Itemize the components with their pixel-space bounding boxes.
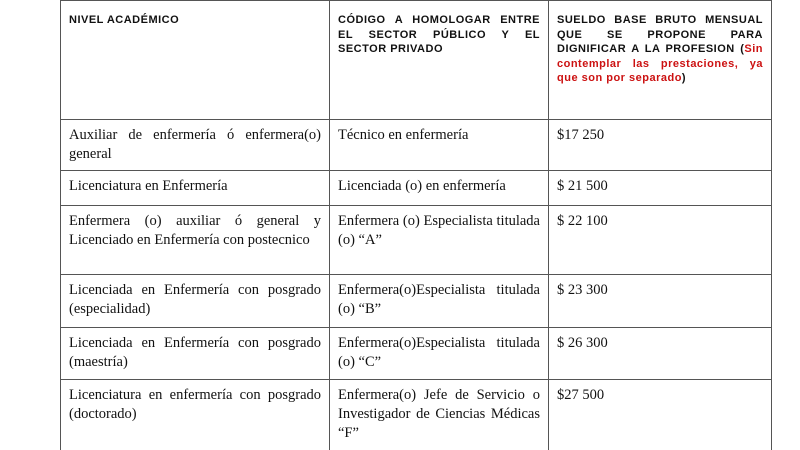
table-row: [61, 275, 772, 328]
sueldo-cell: $ 23 300: [549, 275, 772, 328]
codigo-cell: Enfermera(o)Especialista titulada (o) “B”: [330, 275, 549, 328]
codigo-cell: Licenciada (o) en enfermería: [330, 171, 549, 206]
sueldo-cell: $ 26 300: [549, 328, 772, 380]
sueldo-cell: $27 500: [549, 380, 772, 450]
table-row: [61, 171, 772, 206]
nivel-cell: Enfermera (o) auxiliar ó general y Licenciado en Enfermería con postecnico: [61, 206, 330, 275]
nivel-cell: Licenciada en Enfermería con posgrado (maestría): [61, 328, 330, 380]
sueldo-cell: $17 250: [549, 120, 772, 171]
codigo-cell: Enfermera(o) Jefe de Servicio o Investigador de Ciencias Médicas “F”: [330, 380, 549, 450]
header-sueldo: [549, 1, 772, 120]
table-row: [61, 328, 772, 380]
codigo-cell: Enfermera (o) Especialista titulada (o) “A”: [330, 206, 549, 275]
nivel-cell: Auxiliar de enfermería ó enfermera(o) general: [61, 120, 330, 171]
header-nivel: NIVEL ACADÉMICO: [61, 1, 330, 120]
header-sueldo-close: ): [681, 72, 687, 84]
nivel-cell: Licenciada en Enfermería con posgrado (especialidad): [61, 275, 330, 328]
table-row: [61, 120, 772, 171]
codigo-cell: Enfermera(o)Especialista titulada (o) “C”: [330, 328, 549, 380]
nivel-cell: Licenciatura en Enfermería: [61, 171, 330, 206]
table-row: [61, 380, 772, 450]
sueldo-cell: $ 22 100: [549, 206, 772, 275]
header-sueldo-main: SUELDO BASE BRUTO MENSUAL QUE SE PROPONE PARA DIGNIFICAR A LA PROFESION: [557, 14, 763, 55]
salary-table: [60, 0, 772, 450]
nivel-cell: Licenciatura en enfermería con posgrado (doctorado): [61, 380, 330, 450]
header-sueldo-open: (: [740, 43, 745, 55]
codigo-cell: Técnico en enfermería: [330, 120, 549, 171]
sueldo-cell: $ 21 500: [549, 171, 772, 206]
table-row: [61, 206, 772, 275]
header-sueldo-note: Sin contemplar las prestaciones, ya que son por separado: [557, 43, 763, 84]
header-codigo: CÓDIGO A HOMOLOGAR ENTRE EL SECTOR PÚBLICO Y EL SECTOR PRIVADO: [330, 1, 549, 120]
header-row: [61, 1, 772, 120]
